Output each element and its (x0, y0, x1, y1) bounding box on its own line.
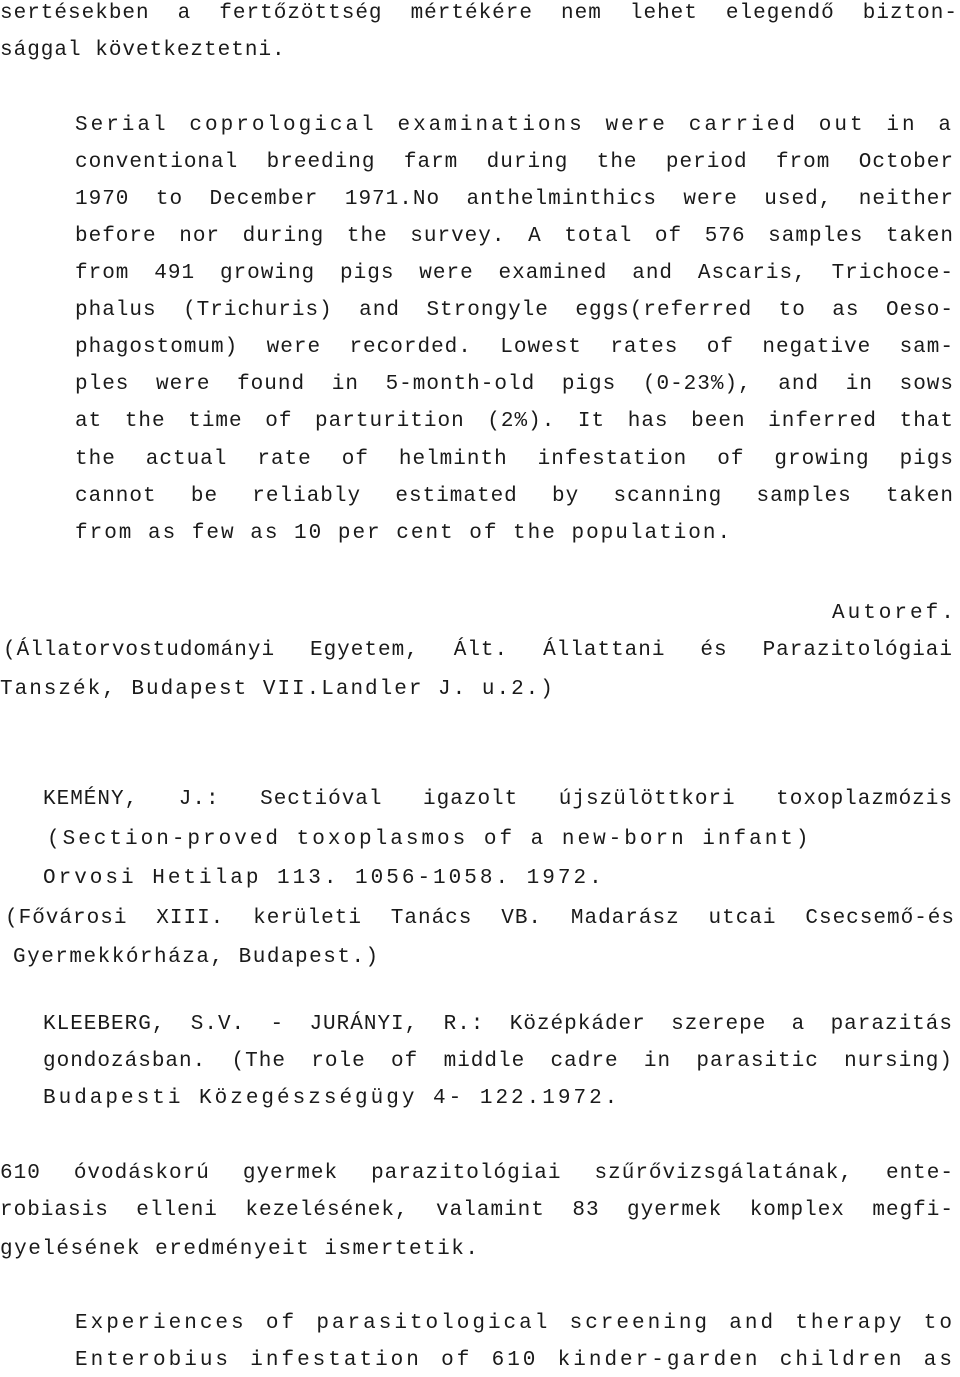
summary-en-line-2: Enterobius infestation of 610 kinder-garden children as (75, 1349, 955, 1372)
intro-line-1: sertésekben a fertőzöttség mértékére nem lehet elegendő bizton- (0, 2, 958, 25)
abstract-line-5: from 491 growing pigs were examined and Ascaris, Trichoce- (75, 262, 954, 285)
entry1-affiliation-2: Gyermekkórháza, Budapest.) (13, 946, 380, 969)
entry1-source: Orvosi Hetilap 113. 1056-1058. 1972. (43, 867, 605, 890)
abstract-line-7: phagostomum) were recorded. Lowest rates of negative sam- (75, 336, 954, 359)
summary-hu-line-3: gyelésének eredményeit ismertetik. (0, 1238, 480, 1261)
abstract-line-4: before nor during the survey. A total of 576 samples taken (75, 225, 954, 248)
abstract-line-1: Serial coprological examinations were carried out in a (75, 114, 954, 137)
abstract-line-12: from as few as 10 per cent of the population. (75, 522, 733, 545)
entry1-authors-title: KEMÉNY, J.: Sectióval igazolt újszülöttkori toxoplazmózis (43, 788, 953, 811)
entry1-english-title: (Section-proved toxoplasmos of a new-born infant) (47, 828, 812, 851)
affiliation-line-2: Tanszék, Budapest VII.Landler J. u.2.) (0, 678, 555, 701)
abstract-line-6: phalus (Trichuris) and Strongyle eggs(referred to as Oeso- (75, 299, 954, 322)
affiliation-line-1: (Állatorvostudományi Egyetem, Ált. Állattani és Parazitológiai (3, 639, 953, 662)
entry2-source: Budapesti Közegészségügy 4- 122.1972. (43, 1087, 621, 1110)
abstract-line-10: the actual rate of helminth infestation of growing pigs (75, 448, 954, 471)
abstract-signature: Autoref. (832, 602, 957, 625)
entry2-authors-title: KLEEBERG, S.V. - JURÁNYI, R.: Középkáder szerepe a parazitás (43, 1013, 953, 1036)
abstract-line-2: conventional breeding farm during the period from October (75, 151, 954, 174)
abstract-line-8: ples were found in 5-month-old pigs (0-23%), and in sows (75, 373, 954, 396)
abstract-line-3: 1970 to December 1971.No anthelminthics were used, neither (75, 188, 954, 211)
abstract-line-11: cannot be reliably estimated by scanning samples taken (75, 485, 954, 508)
summary-en-line-1: Experiences of parasitological screening and therapy to (75, 1312, 955, 1335)
abstract-line-9: at the time of parturition (2%). It has been inferred that (75, 410, 954, 433)
summary-hu-line-2: robiasis elleni kezelésének, valamint 83 gyermek komplex megfi- (0, 1199, 954, 1222)
entry1-affiliation-1: (Fővárosi XIII. kerületi Tanács VB. Madarász utcai Csecsemő-és (5, 907, 955, 930)
summary-hu-line-1: 610 óvodáskorú gyermek parazitológiai szűrővizsgálatának, ente- (0, 1162, 954, 1185)
entry2-title-cont: gondozásban. (The role of middle cadre in parasitic nursing) (43, 1050, 953, 1073)
intro-line-2: sággal következtetni. (0, 39, 286, 62)
